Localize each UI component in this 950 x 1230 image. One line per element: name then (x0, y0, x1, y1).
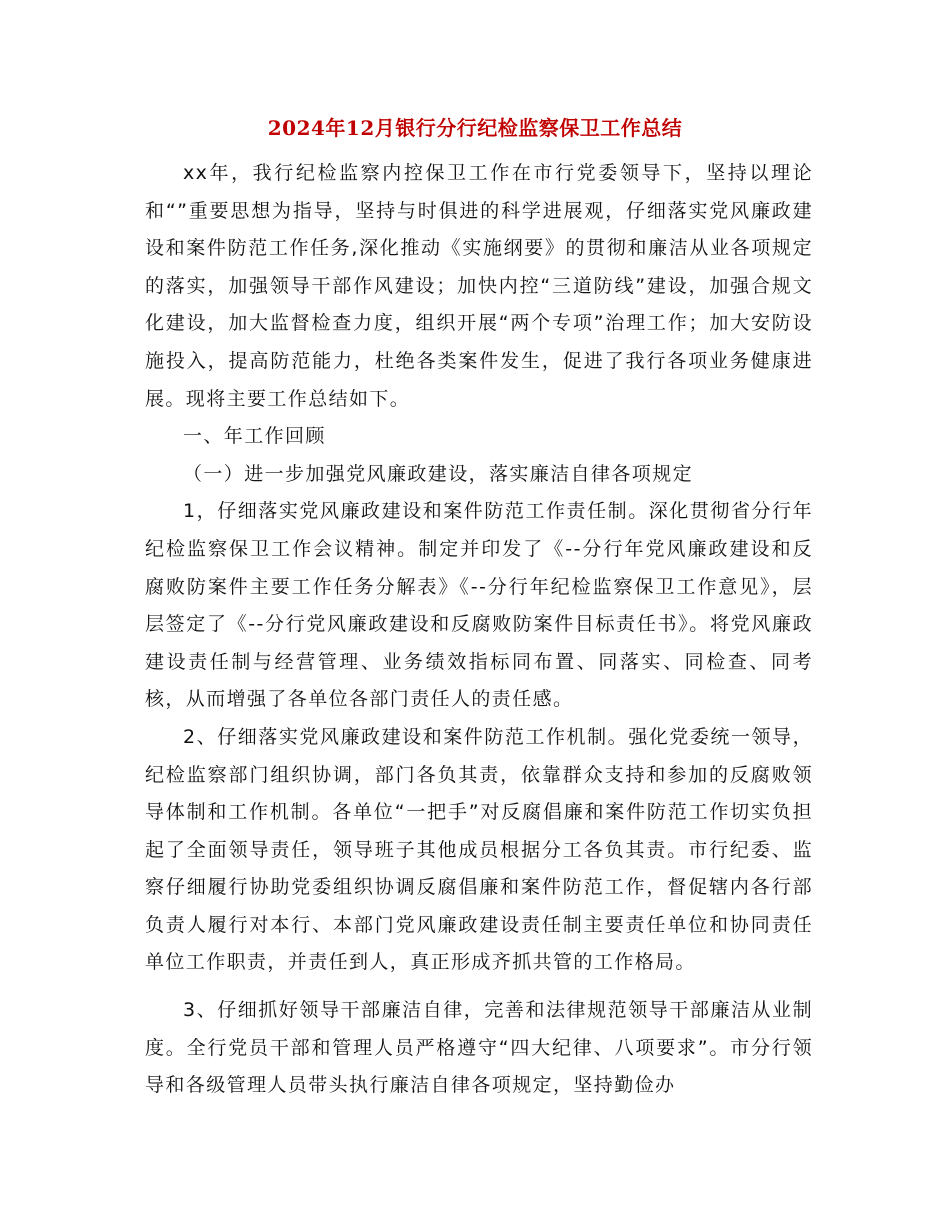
document-body (145, 155, 813, 1105)
subsection-heading: （一）进一步加强党风廉政建设，落实廉洁自律各项规定 (183, 462, 694, 485)
paragraph-item-2: 2、仔细落实党风廉政建设和案件防范工作机制。强化党委统一领导，纪检监察部门组织协调，部门各负其责，依靠群众支持和参加的反腐败领导体制和工作机制。各单位“一把手”对反腐倡廉和案件防范工作切实负担起了全面领导责任，领导班子其他成员根据分工各负其责。市行纪委、监察仔细履行协助党委组织协调反腐倡廉和案件防范工作，督促辖内各行部负责人履行对本行、本部门党风廉政建设责任制主要责任单位和协同责任单位工作职责，并责任到人，真正形成齐抓共管的工作格局。 (145, 725, 813, 974)
paragraph-item-1: 1，仔细落实党风廉政建设和案件防范工作责任制。深化贯彻省分行年纪检监察保卫工作会议精神。制定并印发了《--分行年党风廉政建设和反腐败防案件主要工作任务分解表》《--分行年纪检监察保卫工作意见》，层层签定了《--分行党风廉政建设和反腐败防案件目标责任书》。将党风廉政建设责任制与经营管理、业务绩效指标同布置、同落实、同检查、同考核，从而增强了各单位各部门责任人的责任感。 (145, 500, 813, 711)
document-title: 2024年12月银行分行纪检监察保卫工作总结 (267, 116, 683, 140)
paragraph-item-3: 3、仔细抓好领导干部廉洁自律，完善和法律规范领导干部廉洁从业制度。全行党员干部和管理人员严格遵守“四大纪律、八项要求”。市分行领导和各级管理人员带头执行廉洁自律各项规定，坚持勤俭办 (145, 999, 813, 1097)
paragraph-intro: xx年，我行纪检监察内控保卫工作在市行党委领导下，坚持以理论和“”重要思想为指导，坚持与时俱进的科学进展观，仔细落实党风廉政建设和案件防范工作任务,深化推动《实施纲要》的贯彻和廉洁从业各项规定的落实，加强领导干部作风建设；加快内控“三道防线”建设，加强合规文化建设，加大监督检查力度，组织开展“两个专项”治理工作；加大安防设施投入，提高防范能力，杜绝各类案件发生，促进了我行各项业务健康进展。现将主要工作总结如下。 (145, 162, 813, 410)
section-heading: 一、年工作回顾 (183, 425, 326, 448)
